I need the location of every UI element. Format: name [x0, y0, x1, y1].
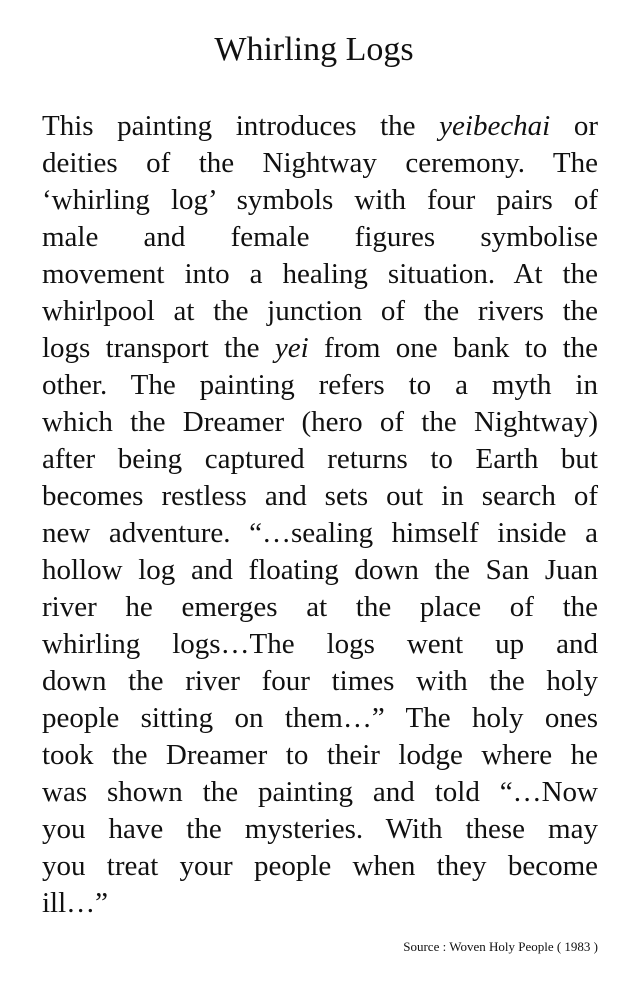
text-line: becomes restless and sets out in search of [42, 480, 598, 512]
text-line [42, 330, 598, 367]
text-line: down the river four times with the holy [42, 665, 598, 697]
text-line: deities of the Nightway ceremony. The [42, 147, 598, 179]
text-line: new adventure. “…sealing himself inside a [42, 517, 598, 549]
text-line: which the Dreamer (hero of the Nightway) [42, 406, 598, 438]
text-line: you treat your people when they become [42, 850, 598, 882]
text-line: people sitting on them…” The holy ones [42, 702, 598, 734]
body-paragraph [42, 108, 598, 922]
text-line: other. The painting refers to a myth in [42, 369, 598, 401]
text-line: river he emerges at the place of the [42, 591, 598, 623]
text-line: took the Dreamer to their lodge where he [42, 739, 598, 771]
text-line: movement into a healing situation. At the [42, 258, 598, 290]
text-line: whirling logs…The logs went up and [42, 628, 598, 660]
text-line: whirlpool at the junction of the rivers the [42, 295, 598, 327]
text-line: was shown the painting and told “…Now [42, 776, 598, 808]
text-segment: logs transport the [42, 332, 275, 364]
text-line: male and female figures symbolise [42, 221, 598, 253]
text-segment: from one bank to the [308, 332, 599, 364]
text-line: ill…” [42, 887, 109, 919]
text-segment: or [550, 110, 598, 142]
italic-term: yeibechai [439, 110, 551, 142]
source-citation: Source : Woven Holy People ( 1983 ) [403, 939, 598, 954]
text-segment: This painting introduces the [42, 110, 440, 142]
text-line: ‘whirling log’ symbols with four pairs of [42, 184, 598, 216]
text-line: after being captured returns to Earth but [42, 443, 598, 475]
italic-term: yei [274, 332, 309, 364]
page-title: Whirling Logs [214, 31, 414, 68]
text-line: hollow log and floating down the San Juan [42, 554, 598, 586]
text-line [42, 108, 598, 145]
text-line: you have the mysteries. With these may [42, 813, 598, 845]
